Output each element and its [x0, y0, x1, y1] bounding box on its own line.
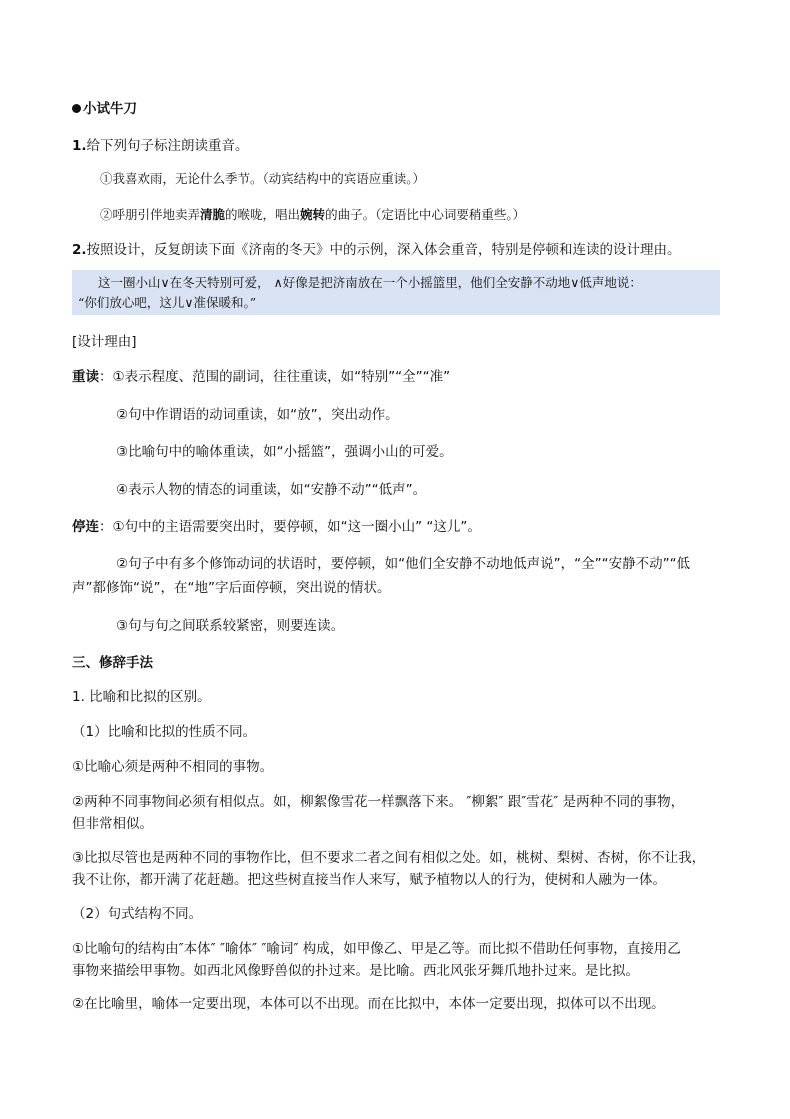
pause-item-1: 停连：①句中的主语需要突出时，要停顿，如“这一圈小山” “这儿”。 [72, 519, 481, 535]
pause-item-2-line-2: 声”都修饰“说”，在“地”字后面停顿，突出说的情状。 [72, 580, 391, 596]
question-1-example-1: ①我喜欢雨，无论什么季节。（动宾结构中的宾语应重读。） [100, 171, 426, 186]
section-3-p3-line-2: 我不让你，都开满了花赶趟。把这些树直接当作人来写，赋予植物以人的行为，使树和人融为一体。 [72, 872, 666, 888]
bullet-icon [72, 104, 81, 113]
emphasis-word: 婉转 [300, 207, 326, 222]
section-3-title: 三、修辞手法 [72, 655, 153, 671]
stress-item-2: ②句中作谓语的动词重读，如“放”，突出动作。 [116, 407, 399, 423]
section-3-p3-line-1: ③比拟尽管也是两种不同的事物作比，但不要求二者之间有相似之处。如，桃树、梨树、杏树，你不让我， [72, 850, 706, 866]
question-1: 1.给下列句子标注朗读重音。 [72, 138, 249, 154]
quote-line-2: “你们放心吧，这儿∨准保暖和。” [78, 295, 257, 310]
example-quote-box [72, 270, 720, 315]
section-3-sub-1: 1. 比喻和比拟的区别。 [72, 689, 211, 705]
small-test-heading: 小试牛刀 [72, 98, 137, 120]
question-2: 2.按照设计，反复朗读下面《济南的冬天》中的示例，深入体会重音，特别是停顿和连读的设计理由。 [72, 242, 681, 258]
section-3-p1: ①比喻心须是两种不相同的事物。 [72, 759, 274, 775]
stress-item-3: ③比喻句中的喻体重读，如“小摇篮”，强调小山的可爱。 [116, 444, 453, 460]
section-3-p4-line-1: ①比喻句的结构由″本体″ ″喻体″ ″喻词″ 构成，如甲像乙、甲是乙等。而比拟不借助任何事物，直接用乙 [72, 941, 681, 957]
pause-item-3: ③句与句之间联系较紧密，则要连读。 [116, 618, 345, 634]
stress-item-4: ④表示人物的情态的词重读，如“安静不动”“低声”。 [116, 482, 427, 498]
pause-label: 停连 [72, 519, 99, 535]
stress-item-1: 重读：①表示程度、范围的副词，往往重读，如“特别”“全”“准” [72, 369, 451, 385]
section-3-part-2-title: （2）句式结构不同。 [72, 906, 203, 922]
section-3-p4-line-2: 事物来描绘甲事物。如西北风像野兽似的扑过来。是比喻。西北风张牙舞爪地扑过来。是比拟。 [72, 963, 639, 979]
section-3-part-1-title: （1）比喻和比拟的性质不同。 [72, 724, 257, 740]
design-reason-label: [设计理由] [72, 334, 137, 350]
question-1-example-2: ②呼朋引伴地卖弄清脆的喉咙，唱出婉转的曲子。（定语比中心词要稍重些。） [100, 207, 526, 222]
stress-label: 重读 [72, 369, 99, 385]
emphasis-word: 清脆 [200, 207, 226, 222]
section-3-p5: ②在比喻里，喻体一定要出现，本体可以不出现。而在比拟中，本体一定要出现，拟体可以不出现。 [72, 996, 665, 1012]
pause-item-2-line-1: ②句子中有多个修饰动词的状语时，要停顿，如“他们全安静不动地低声说”，“全”“安静不动”“低 [116, 556, 691, 572]
section-3-p2-line-1: ②两种不同事物间必须有相似点。如，柳絮像雪花一样飘落下来。 ″柳絮″ 跟″雪花″ 是两种不同的事物， [72, 794, 685, 810]
quote-line-1: 这一圈小山∨在冬天特别可爱， ∧好像是把济南放在一个小摇篮里，他们全安静不动地∨低声地说： [98, 275, 642, 290]
section-3-p2-line-2: 但非常相似。 [72, 816, 153, 832]
